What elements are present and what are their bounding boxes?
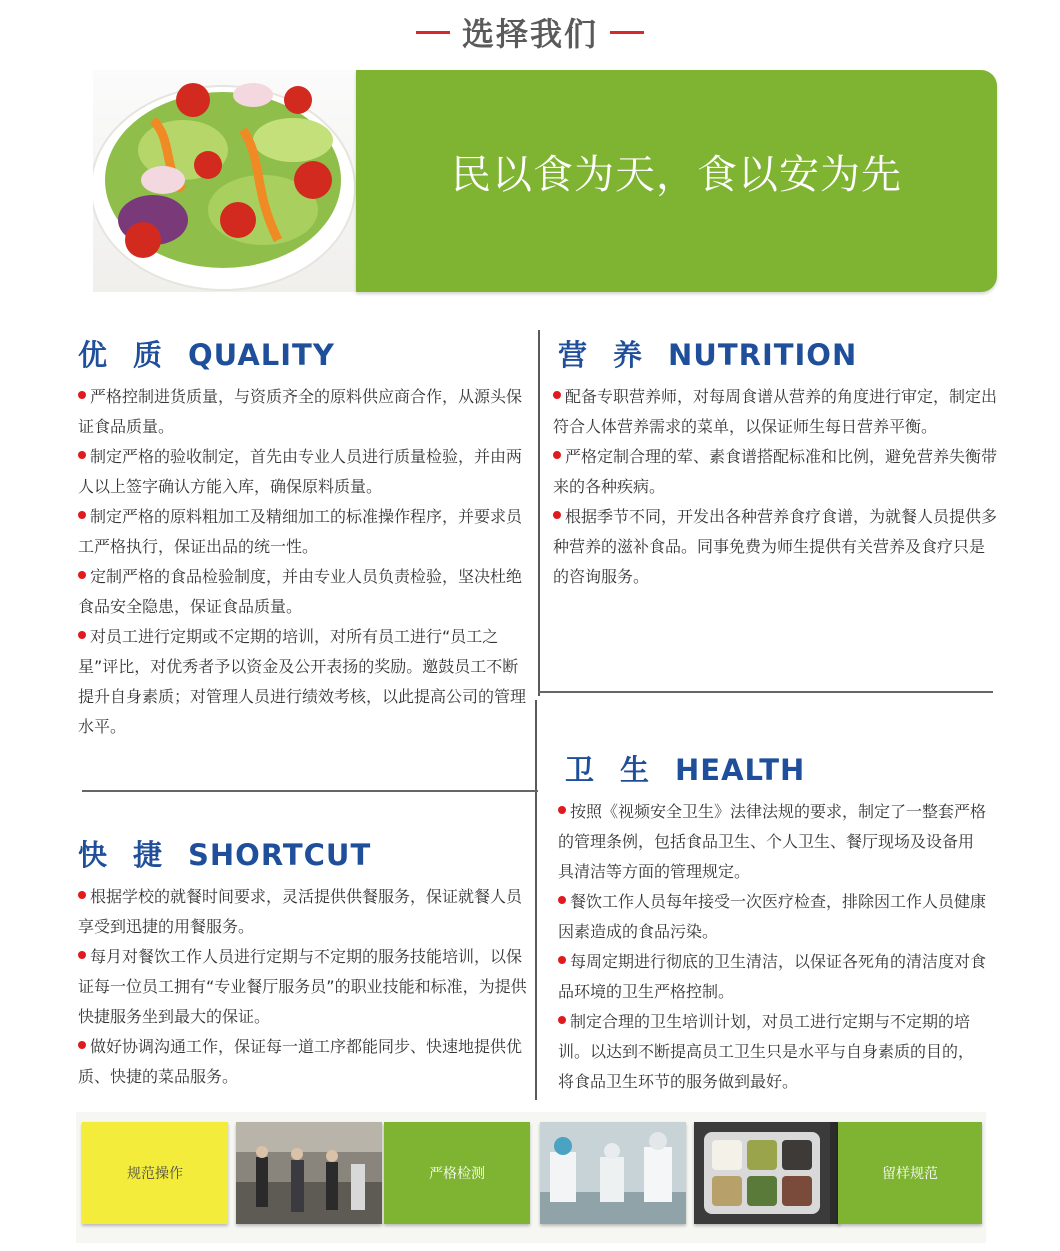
nutrition-title [558,333,997,374]
bullet-dot-icon [78,951,86,959]
shortcut-section [78,833,528,1092]
bullet-dot-icon [78,451,86,459]
list-item: 严格定制合理的荤、素食谱搭配标准和比例，避免营养失衡带来的各种疾病。 [553,447,998,496]
tile-sample-retention [838,1122,982,1224]
horizontal-divider-right [538,691,993,693]
title-left-rule [416,31,450,34]
nutrition-title-cn: 营养 [558,338,669,372]
photo-food-prep-staff [540,1122,686,1224]
list-item: 对员工进行定期或不定期的培训，对所有员工进行“员工之星”评比，对优秀者予以资金及公开表扬的奖励。邀鼓员工不断提升自身素质；对管理人员进行绩效考核，以此提高公司的管理水平。 [78,627,527,736]
shortcut-title-cn: 快捷 [78,838,189,872]
bullet-dot-icon [553,391,561,399]
list-item: 严格控制进货质量，与资质齐全的原料供应商合作，从源头保证食品质量。 [78,387,523,436]
shortcut-title [78,833,528,874]
list-item: 餐饮工作人员每年接受一次医疗检查，排除因工作人员健康因素造成的食品污染。 [558,892,987,941]
salad-photo [93,70,356,292]
tile-label: 留样规范 [882,1166,938,1182]
bullet-dot-icon [558,806,566,814]
quality-title [78,333,528,374]
title-right-rule [610,31,644,34]
section-header [0,8,1060,56]
quality-section [78,333,528,742]
tile-label: 严格检测 [429,1166,485,1182]
bullet-dot-icon [78,631,86,639]
slogan-text: 民以食为天，食以安为先 [451,151,902,198]
quality-list [78,382,528,742]
tile-strict-testing [384,1122,530,1224]
list-item: 定制严格的食品检验制度，并由专业人员负责检验，坚决杜绝食品安全隐患，保证食品质量。 [78,567,523,616]
health-list [558,797,988,1097]
health-section [558,748,988,1097]
photo-kitchen-inspection [236,1122,382,1224]
bullet-dot-icon [78,391,86,399]
health-title-en: HEALTH [675,753,806,787]
bullet-dot-icon [553,511,561,519]
bullet-dot-icon [558,956,566,964]
list-item: 制定严格的验收制定，首先由专业人员进行质量检验，并由两人以上签字确认方能入库，确保原料质量。 [78,447,523,496]
bullet-dot-icon [78,1041,86,1049]
health-title [565,748,988,789]
nutrition-list [553,382,997,592]
bullet-dot-icon [78,571,86,579]
shortcut-title-en: SHORTCUT [188,838,372,872]
list-item: 做好协调沟通工作，保证每一道工序都能同步、快速地提供优质、快捷的菜品服务。 [78,1037,523,1086]
list-item: 每周定期进行彻底的卫生清洁，以保证各死角的清洁度对食品环境的卫生严格控制。 [558,952,987,1001]
quality-title-en: QUALITY [188,338,335,372]
bullet-dot-icon [558,1016,566,1024]
health-title-cn: 卫生 [565,753,676,787]
bullet-dot-icon [558,896,566,904]
salad-illustration [93,70,356,292]
food-prep-illustration [540,1122,686,1224]
page-title: 选择我们 [461,15,598,53]
nutrition-title-en: NUTRITION [668,338,858,372]
kitchen-inspection-illustration [236,1122,382,1224]
list-item: 根据季节不同，开发出各种营养食疗食谱，为就餐人员提供多种营养的滋补食品。同事免费为师生提供有关营养及食疗只是的咨询服务。 [553,507,998,586]
vertical-divider-top [538,330,540,696]
vertical-divider-bottom [535,700,537,1100]
list-item: 配备专职营养师，对每周食谱从营养的角度进行审定，制定出符合人体营养需求的菜单，以保证师生每日营养平衡。 [553,387,998,436]
shortcut-list [78,882,528,1092]
list-item: 按照《视频安全卫生》法律法规的要求，制定了一整套严格的管理条例，包括食品卫生、个人卫生、餐厅现场及设备用具清洁等方面的管理规定。 [558,802,987,881]
list-item: 制定严格的原料粗加工及精细加工的标准操作程序，并要求员工严格执行，保证出品的统一性。 [78,507,523,556]
nutrition-section [553,333,997,592]
tile-label: 规范操作 [127,1166,183,1182]
bullet-dot-icon [78,511,86,519]
list-item: 每月对餐饮工作人员进行定期与不定期的服务技能培训，以保证每一位员工拥有“专业餐厅服务员”的职业技能和标准，为提供快捷服务坐到最大的保证。 [78,947,527,1026]
bullet-dot-icon [553,451,561,459]
photo-food-samples [694,1122,840,1224]
horizontal-divider-left [82,790,538,792]
bullet-dot-icon [78,891,86,899]
slogan-banner [356,70,997,292]
list-item: 根据学校的就餐时间要求，灵活提供供餐服务，保证就餐人员享受到迅捷的用餐服务。 [78,887,523,936]
tile-standard-operation [82,1122,228,1224]
food-samples-illustration [694,1122,830,1224]
list-item: 制定合理的卫生培训计划，对员工进行定期与不定期的培训。以达到不断提高员工卫生只是水平与自身素质的目的，将食品卫生环节的服务做到最好。 [558,1012,975,1091]
quality-title-cn: 优质 [78,338,189,372]
